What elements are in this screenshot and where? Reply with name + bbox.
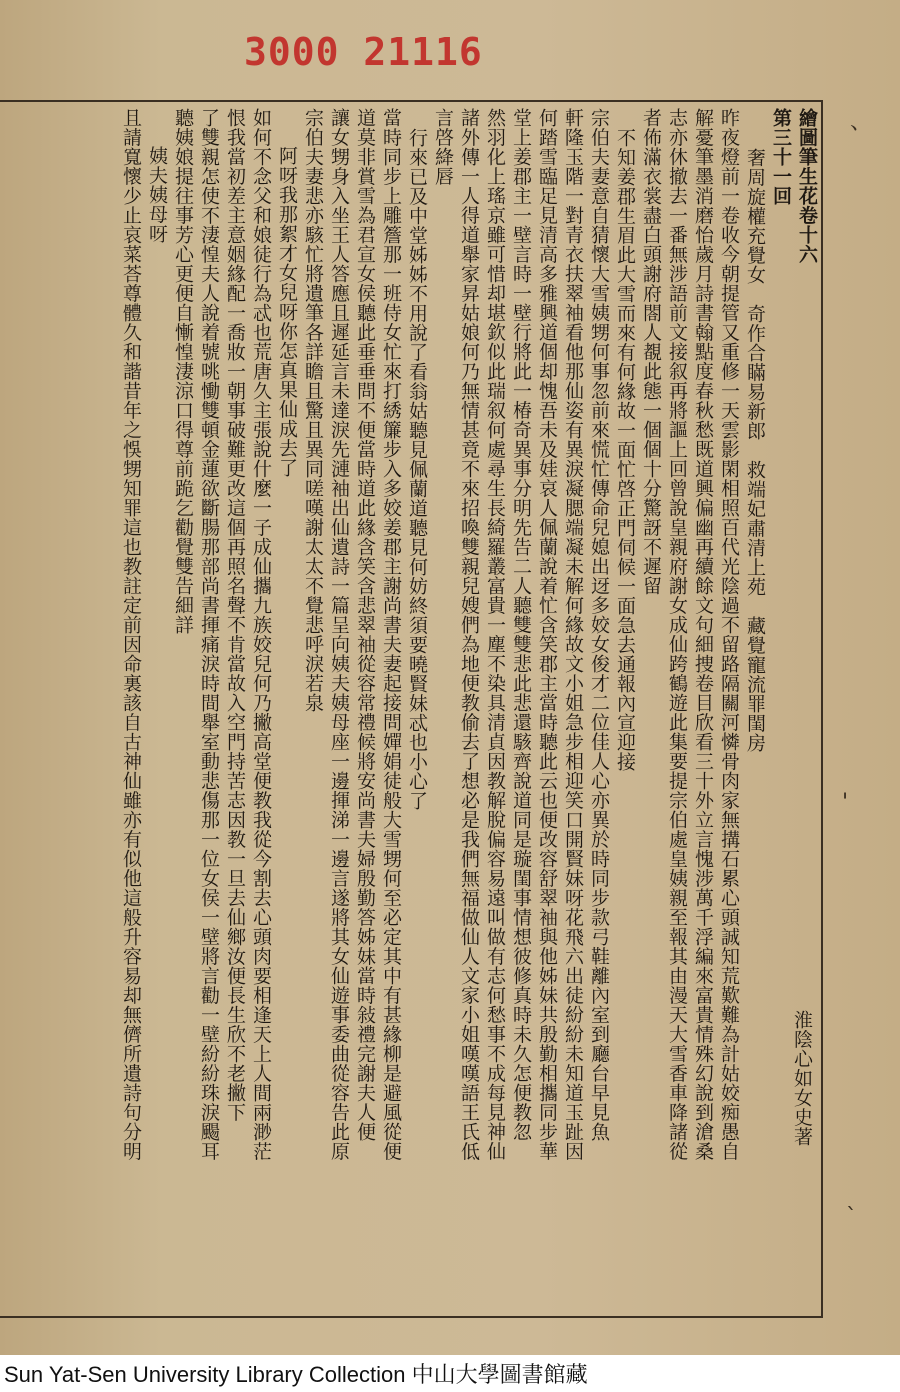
text-column: 且請寬懷少止哀菜荅尊體久和諧昔年之悞甥知罪這也教註定前因命裏該自古神仙雖亦有似他這般升容易却無儕所遺詩句分明: [120, 108, 142, 1161]
margin-mark: ': [842, 790, 849, 815]
text-column: 志亦休撤去一番無涉語前文接叙再將謳上回曾說皇親府謝女成仙跨鶴遊此集要提宗伯處皇姨親至報其由漫天大雪香車降諸從: [666, 108, 688, 1161]
text-column: 然羽化上瑤京雖可惜却堪欽似此瑞叙何處尋生長綺羅叢富貴一塵不染具清貞因教解脫偏容易遠叫做有志何愁事不成每見神仙: [484, 108, 506, 1161]
text-column: 繪圖筆生花卷十六: [796, 108, 818, 264]
text-column: 當時同步上雕簷那一班侍女忙來打綉簾步入多姣姜郡主謝尚書夫妻起接問嬋娟徒般大雪甥何至必定其中有甚緣柳是避風從便: [380, 108, 402, 1161]
text-column: 奢周旋權充覺女 奇作合瞞易新郎 救端妃肅清上苑 藏覺寵流罪閨房: [744, 148, 766, 753]
text-column: 何踏雪臨足見清高多雅興道個却愧吾未及娃哀人佩蘭說着忙含笑郡主當時聽此云也便改容舒翠袖與他姊妹共殷勤相攜同步華: [536, 108, 558, 1161]
text-column: 如何不念父和娘徒行為忒也荒唐久主張說什麼一子成仙攜九族姣兒何乃撇高堂便教我從今割去心頭肉要相逢天上人間兩渺茫: [250, 108, 272, 1161]
vertical-text-block: [6, 108, 818, 1313]
collection-footer: Sun Yat-Sen University Library Collection 中山大學圖書館藏: [0, 1355, 900, 1392]
text-column: 者佈滿衣裳盡白頭謝府閤人覩此態一個個十分驚訝不遲留: [640, 108, 662, 596]
text-column: 諸外傳一人得道舉家昇姑娘何乃無情甚竟不來招喚雙親兒嫂們為地便教偷去了想必是我們無福做仙人文家小姐嘆嘆語王氏低: [458, 108, 480, 1161]
text-column: 姨夫姨母呀: [146, 146, 168, 244]
text-column: 言啓絳唇: [432, 108, 454, 186]
text-column: 昨夜燈前一卷收今朝提管又重修一天雲影閑相照百代光陰過不留路隔關河憐骨肉家無搆石累心頭誠知荒歎難為計姑姣痴愚自: [718, 108, 740, 1161]
text-column: 道莫非賞雪為君宣女侯聽此垂垂問不便當時道此緣含笑含悲翠袖從容常禮候將安尚書夫婦殷勤答姊妹當時敍禮完謝夫人便: [354, 108, 376, 1142]
margin-mark: `: [846, 1205, 857, 1230]
text-column: 恨我當初差主意姻緣配一喬妝一朝事破難更改這個再照名聲不肯當故入空門持苦志因教一旦去仙鄉汝便長生欣不老撇下: [224, 108, 246, 1122]
margin-mark: 、: [850, 110, 873, 135]
text-column: 宗伯夫妻悲亦駭忙將遺筆各詳瞻且驚且異同嗟嘆謝太太不覺悲呼淚若泉: [302, 108, 324, 713]
text-column: 宗伯夫妻意自猜懷大雪姨甥何事忽前來慌忙傳命兒媳出迓多姣女俊才二位佳人心亦異於時同步款弓鞋離內室到廳台早見魚: [588, 108, 610, 1142]
text-column: 讓女甥身入坐王人答應且遲延言未達淚先漣袖出仙遺詩一篇呈向姨夫姨母座一邊揮涕一邊言遂將其女仙遊事委曲從容告此原: [328, 108, 350, 1161]
text-column: 解憂筆墨消磨怡歲月詩書翰點度春秋愁既道興偏幽再續餘文句細捜卷目欣看三十外立言愧涉萬千浮編來富貴情殊幻說到滄桑: [692, 108, 714, 1161]
author-line: 淮陰心如女史著: [791, 1010, 813, 1147]
text-column: 第三十一回: [770, 108, 792, 206]
text-column: 不知姜郡生眉此大雪而來有何緣故一面忙啓正門伺候一面急去通報內宣迎接: [614, 128, 636, 772]
text-column: 了雙親怎使不淒惶夫人說着號咷慟雙頓金蓮欲斷腸那部尚書揮痛淚時間舉室動悲傷那一位女侯一壁將言勸一壁紛紛珠淚颺耳: [198, 108, 220, 1161]
text-column: 堂上姜郡主一壁言時一壁行將此一椿奇異事分明先告二人聽雙雙悲此悲還駭齊說道同是璇閨事情想彼修真時未久怎便教忽: [510, 108, 532, 1142]
text-column: 阿呀我那絮才女兒呀你怎真果仙成去了: [276, 146, 298, 478]
library-stamp: 3000 21116: [244, 30, 483, 74]
text-column: 軒隆玉階一對青衣扶翠袖看他那仙姿有異淚凝腮端凝未解何緣故文小姐急步相迎笑口開賢妹呀花飛六出徒紛紛未知道玉趾因: [562, 108, 584, 1161]
text-column: 聽姨娘提往事芳心更便自慚惶淒涼口得尊前跪乞勸覺雙告細詳: [172, 108, 194, 635]
text-column: 行來已及中堂姊姊不用說了看翁姑聽見佩蘭道聽見何妨終須要曉賢妹忒也小心了: [406, 128, 428, 811]
